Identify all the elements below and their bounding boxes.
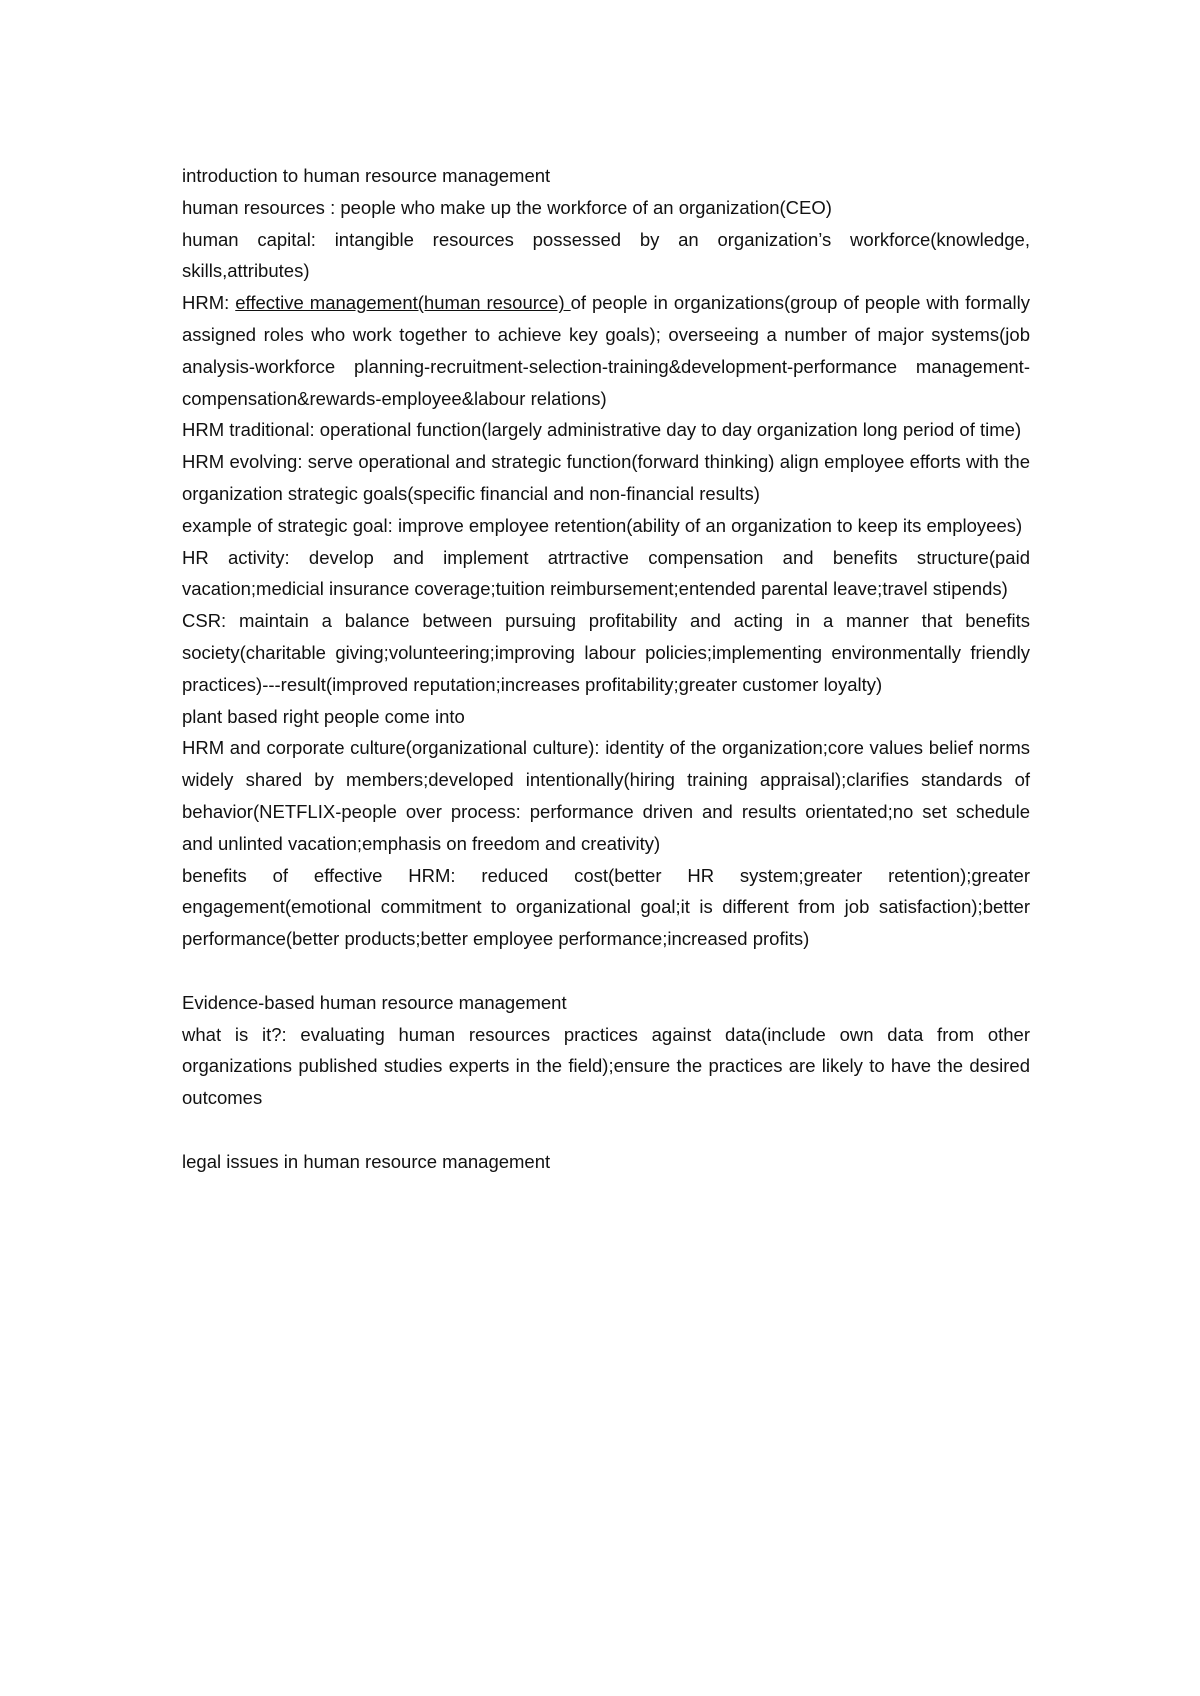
section-heading-evidence-based: Evidence-based human resource management (182, 991, 567, 1013)
blank-line (182, 1114, 1030, 1146)
paragraph-hrm-traditional: HRM traditional: operational function(largely administrative day to day organization long period of time) (182, 419, 1022, 441)
hrm-label: HRM: (182, 292, 236, 314)
section-heading-introduction: introduction to human resource management (182, 165, 551, 186)
document-page (182, 160, 1030, 1178)
paragraph-corporate-culture: HRM and corporate culture(organizational culture): identity of the organization;core values belief norms widely shared by members;developed intentionally(hiring training appraisal);clarifies standards of behavior(NETFLIX-people over process: performance driven and results orientated;no set schedule and unlinted vacation;emphasis on freedom and creativity) (182, 737, 1030, 854)
paragraph-hr-activity: HR activity: develop and implement atrtractive compensation and benefits structure(paid vacation;medicial insurance coverage;tuition reimbursement;entended parental leave;travel stipends) (182, 546, 1030, 600)
paragraph-hrm-definition (182, 287, 1030, 414)
blank-line (182, 955, 1030, 987)
paragraph-human-capital: human capital: intangible resources possessed by an organization’s workforce(knowledge, skills,attributes) (182, 228, 1030, 282)
paragraph-hrm-evolving: HRM evolving: serve operational and strategic function(forward thinking) align employee efforts with the organization strategic goals(specific financial and non-financial results) (182, 451, 1030, 504)
section-heading-legal-issues: legal issues in human resource management (182, 1150, 551, 1172)
paragraph-benefits: benefits of effective HRM: reduced cost(better HR system;greater retention);greater engagement(emotional commitment to organizational goal;it is different from job satisfaction);better performance(better products;better employee performance;increased profits) (182, 864, 1030, 950)
paragraph-csr: CSR: maintain a balance between pursuing profitability and acting in a manner that benefits society(charitable giving;volunteering;improving labour policies;implementing environmentally friendly practices)---result(improved reputation;increases profitability;greater customer loyalty) (182, 610, 1030, 695)
paragraph-strategic-goal: example of strategic goal: improve employee retention(ability of an organization to keep its employees) (182, 514, 1023, 536)
paragraph-plant-based: plant based right people come into (182, 705, 465, 727)
paragraph-human-resources: human resources : people who make up the workforce of an organization(CEO) (182, 196, 832, 218)
hrm-definition-text: of people in organizations(group of people with formally assigned roles who work together to achieve key goals); overseeing a number of major systems(job analysis-workforce planning-recruitment-selection-training&development-performance management-compensation&rewards-employee&labour relations) (182, 292, 1030, 409)
paragraph-what-is-it: what is it?: evaluating human resources practices against data(include own data from other organizations published studies experts in the field);ensure the practices are likely to have the desired outcomes (182, 1023, 1030, 1109)
underlined-term: effective management(human resource) (235, 292, 571, 314)
